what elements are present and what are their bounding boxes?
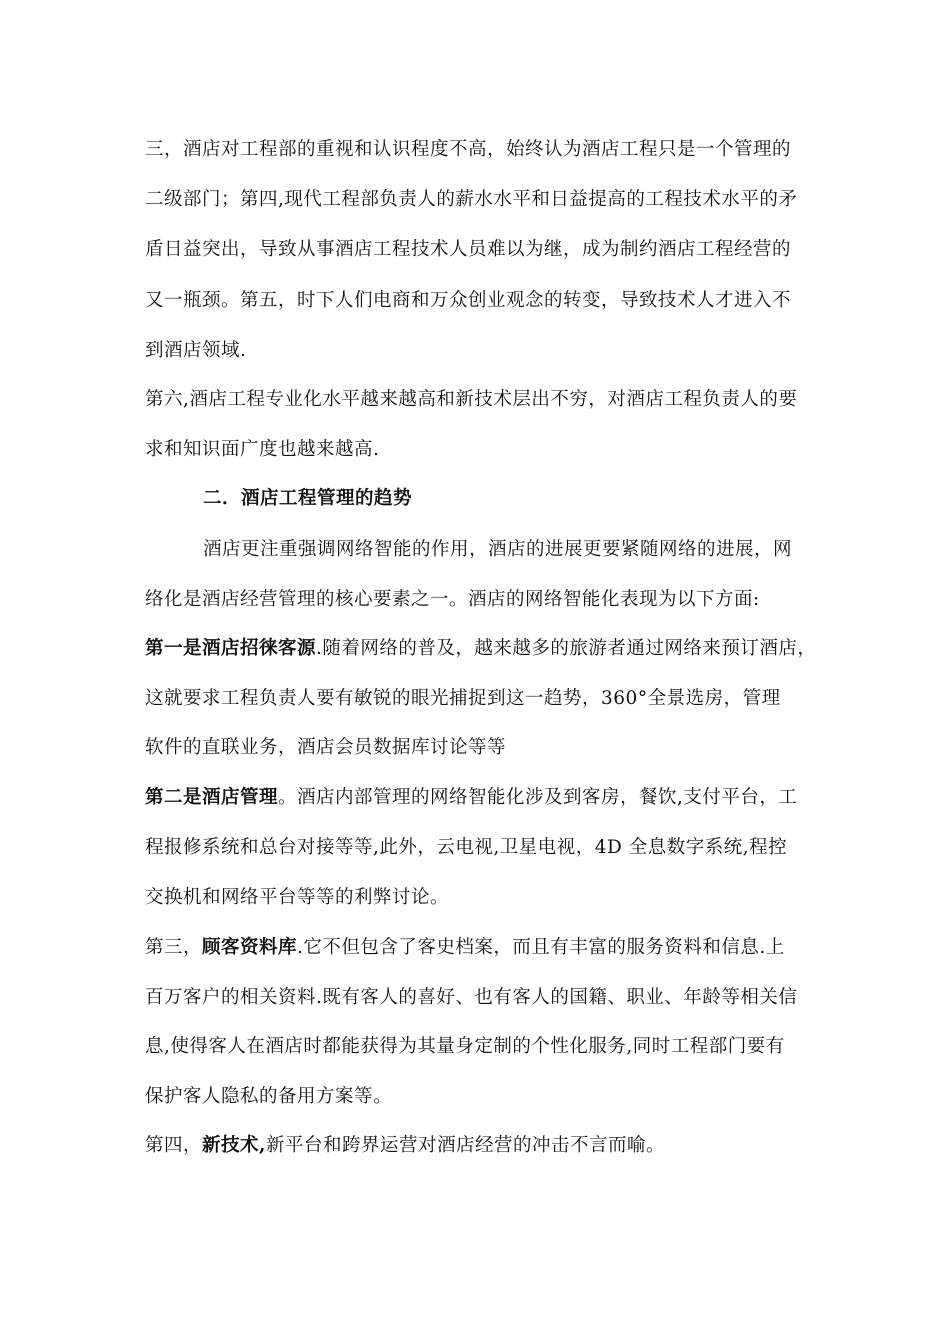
item-text: 。酒店内部管理的网络智能化涉及到客房，餐饮,支付平台，工 bbox=[278, 787, 798, 808]
paragraph-line: 酒店更注重强调网络智能的作用，酒店的进展更要紧随网络的进展，网 bbox=[203, 539, 793, 560]
item-prefix: 第四， bbox=[145, 1135, 203, 1156]
paragraph-line: 到酒店领域. bbox=[145, 340, 247, 361]
item-lead-bold: 顾客资料库 bbox=[202, 937, 298, 958]
paragraph-line bbox=[145, 1133, 825, 1159]
paragraph-line: 又一瓶颈。第五，时下人们电商和万众创业观念的转变，导致技术人才进入不 bbox=[145, 290, 792, 311]
item-lead-bold: 第二是酒店管理 bbox=[145, 787, 279, 808]
paragraph-line: 盾日益突出，导致从事酒店工程技术人员难以为继，成为制约酒店工程经营的 bbox=[145, 239, 792, 260]
item-prefix: 第三， bbox=[145, 937, 203, 958]
item-text: 新平台和跨界运营对酒店经营的冲击不言而喻。 bbox=[265, 1135, 665, 1156]
paragraph-line: 三，酒店对工程部的重视和认识程度不高，始终认为酒店工程只是一个管理的 bbox=[145, 139, 792, 160]
paragraph-line: 软件的直联业务，酒店会员数据库讨论等等 bbox=[145, 737, 507, 758]
item-text: .它不但包含了客史档案，而且有丰富的服务资料和信息.上 bbox=[297, 937, 785, 958]
paragraph-line: 息,使得客人在酒店时都能获得为其量身定制的个性化服务,同时工程部门要有 bbox=[145, 1036, 785, 1057]
paragraph-line: 保护客人隐私的备用方案等。 bbox=[145, 1086, 393, 1107]
paragraph-line: 络化是酒店经营管理的核心要素之一。酒店的网络智能化表现为以下方面: bbox=[145, 589, 760, 610]
item-lead-bold: 第一是酒店招徕客源 bbox=[145, 638, 317, 659]
section-heading: 二．酒店工程管理的趋势 bbox=[203, 488, 413, 509]
item-text: .随着网络的普及，越来越多的旅游者通过网络来预订酒店， bbox=[316, 638, 817, 659]
paragraph-line: 程报修系统和总台对接等等,此外，云电视,卫星电视，4D 全息数字系统,程控 bbox=[145, 837, 788, 858]
paragraph-line: 百万客户的相关资料.既有客人的喜好、也有客人的国籍、职业、年龄等相关信 bbox=[145, 987, 798, 1008]
paragraph-line: 求和知识面广度也越来越高. bbox=[145, 439, 380, 460]
paragraph-line bbox=[145, 636, 825, 662]
paragraph-line: 二级部门；第四,现代工程部负责人的薪水水平和日益提高的工程技术水平的矛 bbox=[145, 189, 798, 210]
item-lead-bold: 新技术, bbox=[202, 1135, 266, 1156]
paragraph-line: 这就要求工程负责人要有敏锐的眼光捕捉到这一趋势，360°全景选房，管理 bbox=[145, 688, 781, 709]
paragraph-line bbox=[145, 785, 825, 811]
paragraph-line: 第六,酒店工程专业化水平越来越高和新技术层出不穷，对酒店工程负责人的要 bbox=[145, 389, 798, 410]
paragraph-line bbox=[145, 935, 825, 961]
paragraph-line: 交换机和网络平台等等的利弊讨论。 bbox=[145, 887, 450, 908]
